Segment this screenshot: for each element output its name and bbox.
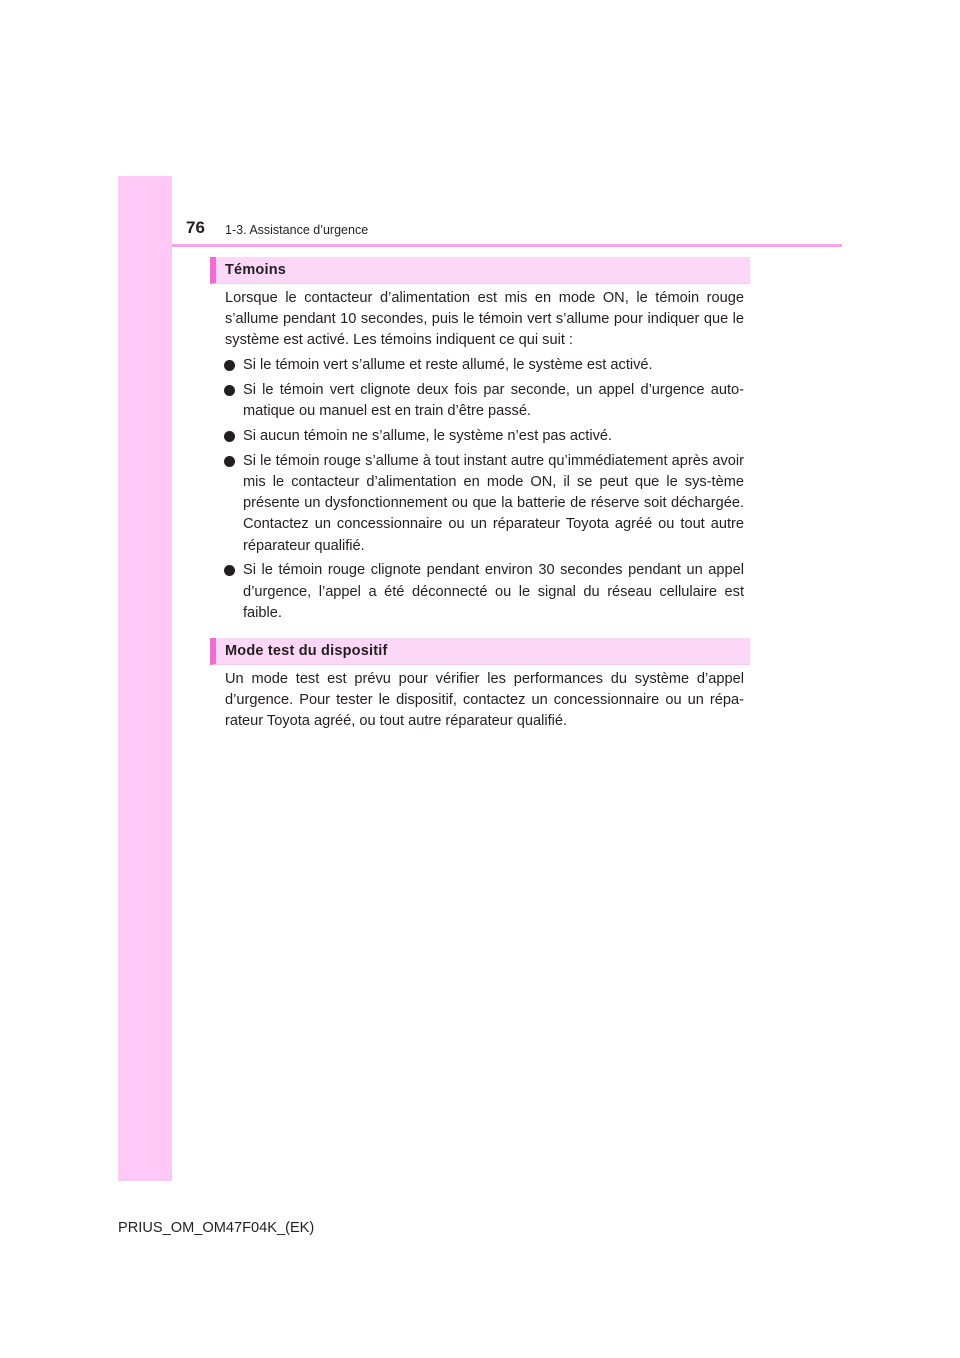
- side-tab-band: [118, 176, 172, 1181]
- list-item: [210, 380, 750, 422]
- bullet-dot-icon: [224, 385, 235, 396]
- bullet-dot-icon: [224, 456, 235, 467]
- paragraph-temoins-intro: Lorsque le contacteur d’alimentation est mis en mode ON, le témoin rouge s’allume pendant 10 secondes, puis le témoin vert s’allume pour indiquer que le système est activé. Les témoins indiquent ce qui suit :: [225, 290, 744, 349]
- list-item-text: Si le témoin rouge s’allume à tout instant autre qu’immédiatement après avoir mis le contacteur d’alimentation en mode ON, il se peut que le sys-tème présente un dysfonctionnement ou que la batterie de réserve soit déchargée. Contactez un concessionnaire ou un réparateur Toyota agréé ou tout autre réparateur qualifié.: [243, 452, 744, 554]
- heading-mode-test: [210, 638, 750, 665]
- document-code: PRIUS_OM_OM47F04K_(EK): [118, 1220, 315, 1236]
- bullet-dot-icon: [224, 360, 235, 371]
- temoins-bullet-list: [210, 355, 750, 624]
- header-divider: [172, 244, 842, 247]
- list-item-text: Si aucun témoin ne s’allume, le système n’est pas activé.: [243, 428, 613, 444]
- list-item: [210, 426, 750, 447]
- bullet-dot-icon: [224, 565, 235, 576]
- heading-temoins: [210, 257, 750, 284]
- list-item-text: Si le témoin vert clignote deux fois par seconde, un appel d’urgence auto-matique ou manuel est en train d’être passé.: [243, 382, 744, 420]
- list-item: [210, 451, 750, 557]
- list-item-text: Si le témoin vert s’allume et reste allumé, le système est activé.: [243, 357, 653, 374]
- list-item-text: Si le témoin rouge clignote pendant environ 30 secondes pendant un appel d’urgence, l’appel a été déconnecté ou le signal du réseau cellulaire est faible.: [243, 562, 744, 621]
- page-header: [172, 176, 842, 246]
- paragraph-mode-test: Un mode test est prévu pour vérifier les performances du système d’appel d’urgence. Pour tester le dispositif, contactez un concessionnaire ou un répa-rateur Toyota agréé, ou tout autre réparateur qualifié.: [225, 671, 744, 730]
- heading-label: Mode test du dispositif: [225, 643, 388, 660]
- page-number: 76: [186, 218, 205, 237]
- list-item: [210, 355, 750, 376]
- section-title: 1-3. Assistance d’urgence: [225, 223, 369, 237]
- bullet-dot-icon: [224, 431, 235, 442]
- list-item: [210, 560, 750, 624]
- heading-label: Témoins: [225, 262, 287, 278]
- main-content: [210, 257, 750, 733]
- section-spacer: [210, 624, 750, 638]
